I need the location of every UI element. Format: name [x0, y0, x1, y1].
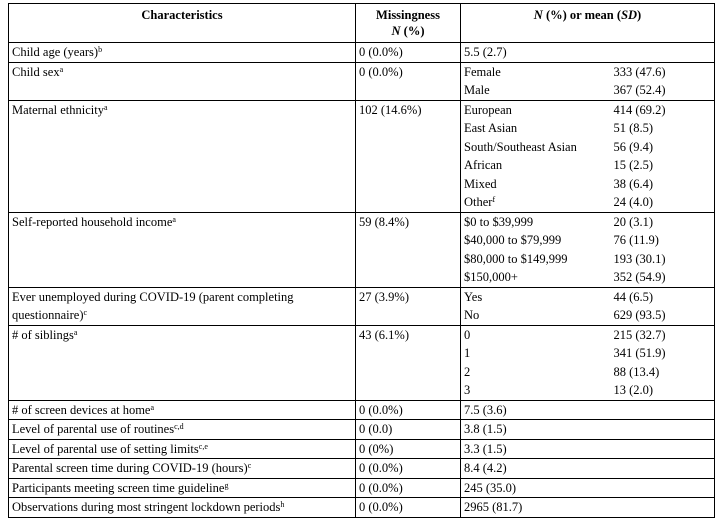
header-value-end: ): [637, 8, 642, 22]
row-values: 44 (6.5) 629 (93.5): [611, 287, 715, 325]
table-row-unemployed: [9, 287, 715, 325]
row-missing: 0 (0.0%): [356, 400, 461, 420]
row-missing: 0 (0.0%): [356, 43, 461, 63]
footnote-marker: b: [98, 45, 103, 54]
row-categories: Female Male: [461, 62, 611, 100]
table-row-maternal-ethnicity: [9, 100, 715, 212]
header-value-n: N: [533, 8, 543, 22]
table-row-siblings: [9, 325, 715, 400]
footnote-marker: a: [150, 402, 155, 412]
table-row-screen-devices: [9, 400, 715, 420]
row-missing: 0 (0.0%): [356, 498, 461, 518]
header-missingness-line2: N (%): [391, 24, 425, 38]
footnote-marker: f: [492, 195, 496, 204]
table-row-guideline: [9, 478, 715, 498]
table-row-household-income: [9, 212, 715, 287]
row-value: 8.4 (4.2): [461, 459, 715, 479]
row-value: 3.8 (1.5): [461, 420, 715, 440]
table-row-child-age: [9, 43, 715, 63]
row-label: Parental screen time during COVID-19 (hours)$^c$: [9, 459, 356, 479]
table-row-lockdown: [9, 498, 715, 518]
row-missing: 102 (14.6%): [356, 100, 461, 212]
row-missing: 0 (0.0%): [356, 62, 461, 100]
row-missing: 0 (0%): [356, 439, 461, 459]
row-label: Child age (years)$^b$: [9, 43, 356, 63]
characteristics-table: [8, 3, 715, 518]
row-label: Observations during most stringent lockdown periods$^h$: [9, 498, 356, 518]
row-categories: European East Asian South/Southeast Asian African Mixed Other$^f$: [461, 100, 611, 212]
header-missingness: [356, 4, 461, 43]
row-categories: Yes No: [461, 287, 611, 325]
table-row-routines: [9, 420, 715, 440]
row-label: Child sex$^a$: [9, 62, 356, 100]
row-values: 414 (69.2) 51 (8.5) 56 (9.4) 15 (2.5) 38 (6.4) 24 (4.0): [611, 100, 715, 212]
row-label: Self-reported household income$^a$: [9, 212, 356, 287]
table-row-parental-screen-time: [9, 459, 715, 479]
row-value: 245 (35.0): [461, 478, 715, 498]
row-value: 2965 (81.7): [461, 498, 715, 518]
footnote-marker: g: [224, 480, 229, 490]
row-values: 20 (3.1) 76 (11.9) 193 (30.1) 352 (54.9): [611, 212, 715, 287]
footnote-marker: a: [59, 64, 64, 74]
row-categories: $0 to $39,999 $40,000 to $79,999 $80,000 to $149,999 $150,000+: [461, 212, 611, 287]
row-categories: 0 1 2 3: [461, 325, 611, 400]
footnote-marker: a: [73, 327, 78, 337]
row-label: Level of parental use of routines$^{c,d}$: [9, 420, 356, 440]
table-row-setting-limits: [9, 439, 715, 459]
row-value: 5.5 (2.7): [461, 43, 715, 63]
header-values: [461, 4, 715, 43]
header-missingness-line1: Missingness: [376, 8, 440, 22]
row-value: 3.3 (1.5): [461, 439, 715, 459]
characteristics-table-container: [8, 3, 714, 517]
row-missing: 27 (3.9%): [356, 287, 461, 325]
row-missing: 43 (6.1%): [356, 325, 461, 400]
footnote-marker: h: [280, 500, 285, 509]
row-label: Maternal ethnicity$^a$: [9, 100, 356, 212]
row-value: 7.5 (3.6): [461, 400, 715, 420]
footnote-marker: c,d: [174, 422, 184, 431]
row-label: Participants meeting screen time guideline$^g$: [9, 478, 356, 498]
footnote-marker: a: [172, 214, 176, 224]
row-label: Level of parental use of setting limits$^{c,e}$: [9, 439, 356, 459]
header-value-sd: SD: [621, 8, 638, 22]
row-missing: 0 (0.0%): [356, 459, 461, 479]
row-label: Ever unemployed during COVID-19 (parent completing questionnaire)$^c$: [9, 287, 356, 325]
footnote-marker: c: [247, 461, 252, 470]
header-missingness-n: N: [391, 24, 401, 38]
row-missing: 0 (0.0%): [356, 478, 461, 498]
row-values: 215 (32.7) 341 (51.9) 88 (13.4) 13 (2.0): [611, 325, 715, 400]
footnote-marker: c,e: [198, 441, 208, 451]
table-row-child-sex: [9, 62, 715, 100]
header-characteristics: Characteristics: [9, 4, 356, 43]
row-values: 333 (47.6) 367 (52.4): [611, 62, 715, 100]
row-missing: 0 (0.0): [356, 420, 461, 440]
footnote-marker: c: [83, 308, 88, 317]
header-row: [9, 4, 715, 43]
row-missing: 59 (8.4%): [356, 212, 461, 287]
row-label: # of siblings$^a$: [9, 325, 356, 400]
row-label: # of screen devices at home$^a$: [9, 400, 356, 420]
footnote-marker: a: [103, 102, 108, 112]
header-value-mid: (%) or mean (: [542, 8, 622, 22]
